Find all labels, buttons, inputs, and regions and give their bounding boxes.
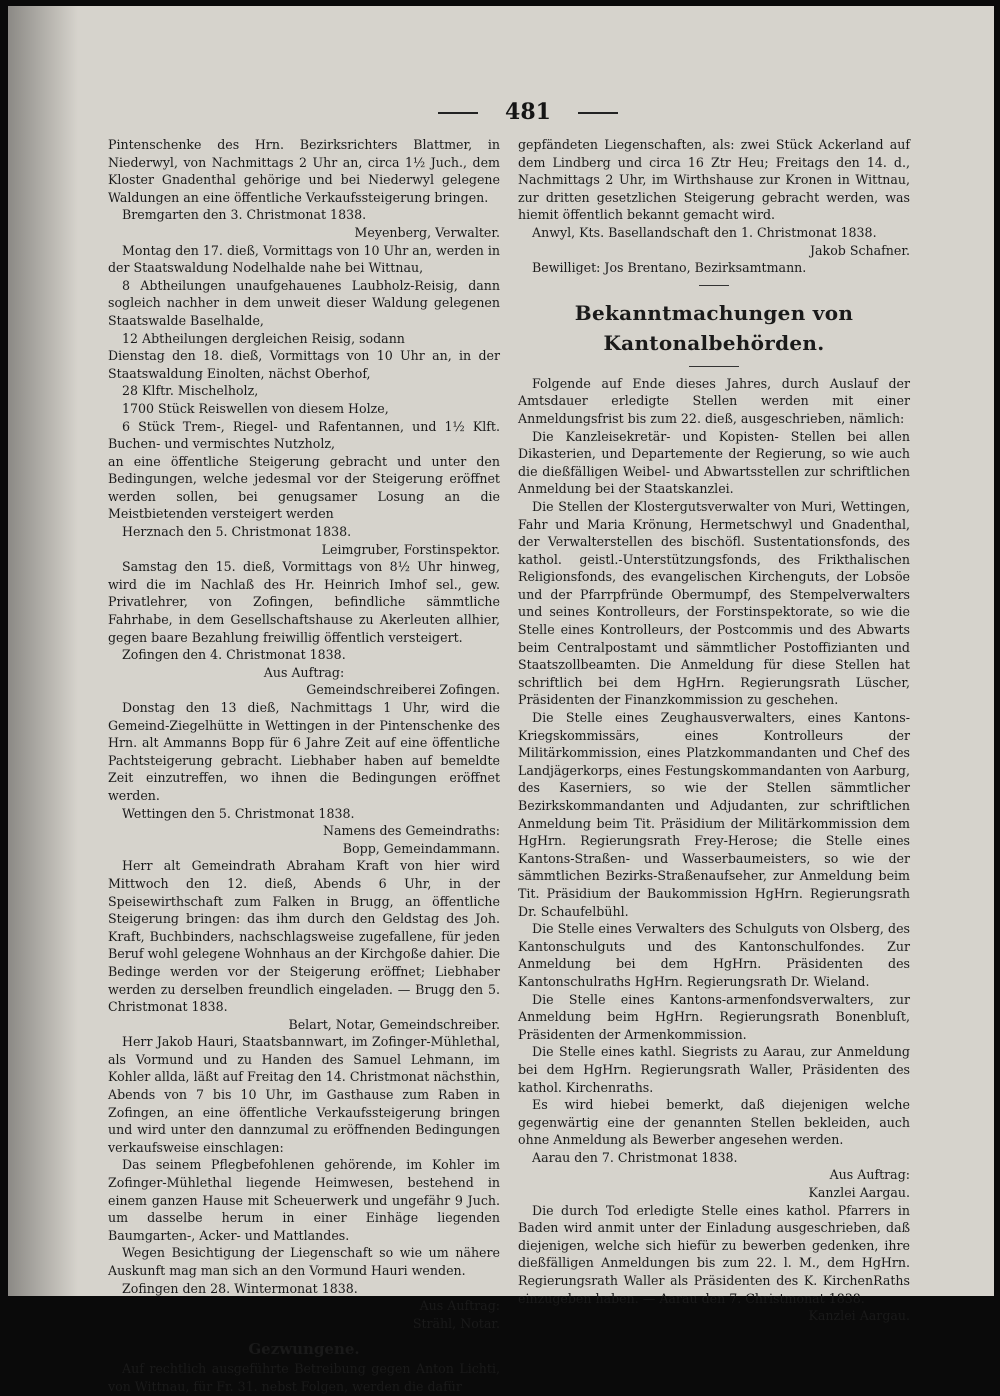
left-column <box>108 136 500 1396</box>
paragraph: Anwyl, Kts. Basellandschaft den 1. Christmonat 1838. <box>532 224 877 240</box>
paragraph: Die Stelle eines Verwalters des Schulguts von Olsberg, des Kantonschulguts und des Kantonschulfondes. Zur Anmeldung bei dem HgHrn. Präsidenten des Kantonschulraths HgHrn. Regierungsrath Dr. Wieland. <box>518 921 910 989</box>
paragraph: gepfändeten Liegenschaften, als: zwei Stück Ackerland auf dem Lindberg und circa 16 Ztr Heu; Freitags den 14. d., Nachmittags 2 Uhr, im Wirthshause zur Kronen in Wittnau, zur dritten gesetzlichen Steigerung gebracht werden, was hiemit öffentlich bekannt gemacht wird. <box>518 137 910 223</box>
right-column <box>518 136 910 1325</box>
paragraph: Pintenschenke des Hrn. Bezirksrichters Blattmer, in Niederwyl, von Nachmittags 2 Uhr an, circa 1½ Juch., dem Kloster Gnadenthal gehörige und bei Niederwyl gelegene Waldungen an eine öffentliche Verkaufssteigerung bringen. <box>108 137 500 205</box>
paragraph: Die Stelle eines Zeughausverwalters, eines Kantons-Kriegskommissärs, eines Kontrolleurs der Militärkommission, eines Platzkommandanten und Chef des Landjägerkorps, eines Festungskommandanten von Aarburg, des Kaserniers, so wie der Stellen sämmtlicher Bezirkskommandanten und Adjudanten, zur schriftlichen Anmeldung beim Tit. Präsidium der Militärkommission dem HgHrn. Regierungsrath Frey-Herose; die Stelle eines Kantons-Straßen- und Wasserbaumeisters, so wie der sämmtlichen Bezirks-Straßenaufseher, zur Anmeldung beim Tit. Präsidium der Baukommission HgHrn. Regierungsrath Dr. Schaufelbühl. <box>518 710 910 919</box>
paragraph: Montag den 17. dieß, Vormittags von 10 Uhr an, werden in der Staatswaldung Nodelhalde nahe bei Wittnau, <box>108 242 500 276</box>
paragraph: Folgende auf Ende dieses Jahres, durch Auslauf der Amtsdauer erledigte Stellen werden mit einer Anmeldungsfrist bis zum 22. dieß, ausgeschrieben, nämlich: <box>518 375 910 426</box>
paragraph: Herznach den 5. Christmonat 1838. <box>122 524 352 540</box>
paragraph: Bopp, Gemeindammann. <box>342 840 500 856</box>
header-rule-right <box>578 112 618 114</box>
paragraph: Kanzlei Aargau. <box>808 1185 910 1201</box>
paragraph: Bewilliget: Jos Brentano, Bezirksamtmann. <box>532 260 807 276</box>
paragraph: an eine öffentliche Steigerung gebracht und unter den Bedingungen, welche jedesmal vor der Steigerung eröffnet werden sollen, bei genugsamer Losung an die Meistbietenden versteigert werden <box>108 453 500 522</box>
paragraph: 28 Klftr. Mischelholz, <box>122 383 259 399</box>
newspaper-page <box>8 6 994 1394</box>
paragraph: Belart, Notar, Gemeindschreiber. <box>288 1016 500 1032</box>
page-header <box>428 98 628 128</box>
paragraph: Wegen Besichtigung der Liegenschaft so wie um nähere Auskunft mag man sich an den Vormund Hauri wenden. <box>108 1245 500 1278</box>
paragraph: Aus Auftrag: <box>419 1298 500 1314</box>
paragraph: Die Kanzleisekretär- und Kopisten- Stellen bei allen Dikasterien, und Departemente der Regierung, so wie auch die dießfälligen Weibel- und Abwartsstellen zur schriftlichen Anmeldung bei der Staatskanzlei. <box>518 428 910 497</box>
paragraph: Donstag den 13 dieß, Nachmittags 1 Uhr, wird die Gemeind-Ziegelhütte in Wettingen in der Pintenschenke des Hrn. alt Ammanns Bopp für 6 Jahre Zeit auf eine öffentliche Pachtsteigerung gebracht. Liebhaber haben auf bemeldte Zeit einzutreffen, wo ihnen die Bedingungen eröffnet werden. <box>108 700 500 803</box>
paragraph: Gemeindschreiberei Zofingen. <box>306 682 500 698</box>
paragraph: Aus Auftrag: <box>263 664 345 680</box>
section-separator <box>699 285 729 286</box>
paragraph: Aarau den 7. Christmonat 1838. <box>532 1149 738 1165</box>
paragraph: Die durch Tod erledigte Stelle eines kathol. Pfarrers in Baden wird anmit unter der Einladung ausgeschrieben, daß diejenigen, welche sich hiefür zu bewerben gedenken, ihre dießfälligen Anmeldungen bis zum 22. l. M., dem HgHrn. Regierungsrath Waller als Präsidenten des K. KirchenRaths einzugeben haben. — Aarau den 7. Christmonat 1838. <box>518 1202 910 1306</box>
paragraph: Strähl, Notar. <box>412 1315 500 1331</box>
paragraph: 12 Abtheilungen dergleichen Reisig, sodann <box>122 330 405 346</box>
paragraph: Dienstag den 18. dieß, Vormittags von 10 Uhr an, in der Staatswaldung Einolten, nächst Oberhof, <box>108 348 500 381</box>
right-column-body <box>518 375 910 1325</box>
paragraph: Bremgarten den 3. Christmonat 1838. <box>122 207 367 223</box>
paragraph: Wettingen den 5. Christmonat 1838. <box>122 805 355 821</box>
section-heading: Bekanntmachungen von Kantonalbehörden. <box>574 300 854 355</box>
paragraph: Zofingen den 28. Wintermonat 1838. <box>122 1280 358 1296</box>
paragraph: Aus Auftrag: <box>829 1167 910 1183</box>
paragraph: Die Stelle eines Kantons-armenfondsverwalters, zur Anmeldung beim HgHrn. Regierungsrath Bonenbluſt, Präsidenten der Armenkommission. <box>518 991 910 1042</box>
paragraph: Die Stellen der Klostergutsverwalter von Muri, Wettingen, Fahr und Maria Krönung, Hermetschwyl und Gnadenthal, der Verwalterstellen des bischöfl. Sustentationsfonds, des kathol. geistl.-Unterstützungsfonds, des Frikthalischen Religionsfonds, des evangelischen Kirchenguts, der Lobsöe und der Pfarrpfründe Obermumpf, des Stempelverwalters und seines Kontrolleurs, der Forstinspektorate, so wie die Stelle eines Kontrolleurs, der Postcommis und des Abwarts beim Centralpostamt und sämmtlicher Postoffizianten und Staatszollbeamten. Die Anmeldung für diese Stellen hat schriftlich bei dem HgHrn. Regierungsrath Lüscher, Präsidenten der Finanzkommission zu geschehen. <box>518 498 910 708</box>
page-number: 481 <box>505 99 551 125</box>
paragraph: Die Stelle eines kathl. Siegrists zu Aarau, zur Anmeldung bei dem HgHrn. Regierungsrath Waller, Präsidenten des kathol. Kirchenraths. <box>518 1044 910 1095</box>
paragraph: Kanzlei Aargau. <box>808 1308 910 1324</box>
paragraph: Leimgruber, Forstinspektor. <box>321 541 500 557</box>
heading-rule <box>689 366 739 367</box>
paragraph: Jakob Schafner. <box>810 242 910 258</box>
paragraph: 6 Stück Trem-, Riegel- und Rafentannen, und 1½ Klft. Buchen- und vermischtes Nutzholz, <box>108 418 500 452</box>
paragraph: Das seinem Pflegbefohlenen gehörende, im Kohler im Zofinger-Mühlethal liegende Heimwesen, bestehend in einem ganzen Hause mit Scheuerwerk und ungefähr 9 Juch. um dasselbe herum in einer Einhäge liegenden Baumgarten-, Acker- und Mattlandes. <box>108 1157 500 1243</box>
paragraph: Namens des Gemeindraths: <box>323 823 500 839</box>
paragraph: Es wird hiebei bemerkt, daß diejenigen welche gegenwärtig eine der genannten Stellen bekleiden, auch ohne Anmeldung als Bewerber angesehen werden. <box>518 1097 910 1148</box>
paragraph: Zofingen den 4. Christmonat 1838. <box>122 647 346 663</box>
paragraph: Herr Jakob Hauri, Staatsbannwart, im Zofinger-Mühlethal, als Vormund und zu Handen des Samuel Lehmann, im Kohler allda, läßt auf Freitag den 14. Christmonat nächsthin, Abends von 7 bis 10 Uhr, im Gasthause zum Raben in Zofingen, an eine öffentliche Verkaufssteigerung bringen und wird unter den dannzumal zu eröffnenden Bedingungen verkaufsweise einschlagen: <box>108 1034 500 1155</box>
paragraph: 8 Abtheilungen unaufgehauenes Laubholz-Reisig, dann sogleich nachher in dem unweit dieser Waldung gelegenen Staatswalde Baselhalde, <box>108 277 500 328</box>
paragraph: Gezwungene. <box>248 1340 360 1359</box>
paragraph: Samstag den 15. dieß, Vormittags von 8½ Uhr hinweg, wird die im Nachlaß des Hr. Heinrich Imhof sel., gew. Privatlehrer, von Zofingen, befindliche sämmtliche Fahrhabe, in dem Gesellschaftshause zu Akerleuten allhier, gegen baare Bezahlung freiwillig öffentlich versteigert. <box>108 559 500 645</box>
paragraph: 1700 Stück Reiswellen von diesem Holze, <box>122 400 389 416</box>
paragraph: Auf rechtlich ausgeführte Betreibung gegen Anton Lichti, von Wittnau, für Fr. 31. nebst Folgen, werden die dafür <box>108 1361 500 1394</box>
paragraph: Meyenberg, Verwalter. <box>354 224 500 240</box>
paragraph: Herr alt Gemeindrath Abraham Kraft von hier wird Mittwoch den 12. dieß, Abends 6 Uhr, in der Speisewirthschaft zum Falken in Brugg, an öffentliche Steigerung bringen: das ihm durch den Geldstag des Joh. Kraft, Buchbinders, nachschlagsweise zugefallene, für jeden Beruf wohl gelegene Wohnhaus an der Kirchgoße dahier. Die Bedinge werden vor der Steigerung eröffnet; Liebhaber werden zu derselben freundlich eingeladen. — Brugg den 5. Christmonat 1838. <box>108 858 500 1015</box>
right-column-top <box>518 136 910 277</box>
